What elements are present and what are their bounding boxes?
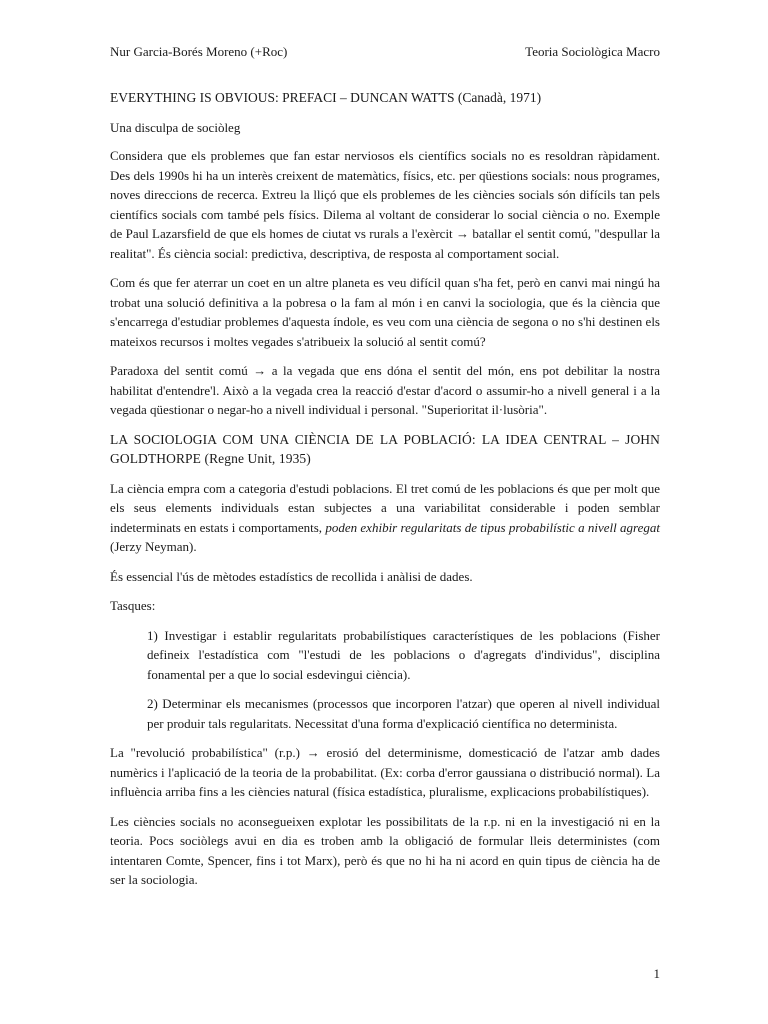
paragraph: Les ciències socials no aconsegueixen explotar les possibilitats de la r.p. ni en la investigació ni en la teoria. Pocs sociòlegs avui en dia es troben amb la obligació de formular lleis deterministes (com intentaren Comte, Spencer, fins i tot Marx), però és que no hi ha ni acord en quin tipus de ciència ha de ser la sociologia. (110, 813, 660, 887)
header-author: Nur Garcia-Borés Moreno (+Roc) (110, 44, 288, 59)
paragraph: Paradoxa del sentit comú → a la vegada que ens dóna el sentit del món, ens pot debilitar la nostra habilitat d'entendre'l. Això a la vegada crea la reacció d'estar d'acord o assumir-ho a nivell general i a la vegada qüestionar o negar-ho a nivell individual i personal. "Superioritat il·lusòria". (110, 363, 660, 417)
paragraph-italic: poden exhibir regularitats de tipus probabilístic a nivell agregat (325, 519, 661, 535)
paragraph-tail: (Jerzy Neyman). (110, 539, 197, 554)
section-subtitle: Una disculpa de sociòleg (110, 119, 241, 135)
document-body (110, 88, 660, 900)
tasques-label: Tasques: (110, 598, 156, 613)
paragraph: La "revolució probabilística" (r.p.) → erosió del determinisme, domesticació de l'atzar amb dades numèrics i l'aplicació de la teoria de la probabilitat. (Ex: corba d'error gaussiana o distribució normal). La influència arriba fins a les ciències natural (física estadística, pluralisme, explicacions probabilístiques). (110, 745, 660, 799)
list-item: 2) Determinar els mecanismes (processos que incorporen l'atzar) que operen al nivell individual per produir tals regularitats. Necessitat d'una forma d'explicació científica no determinista. (147, 696, 660, 731)
paragraph (110, 479, 660, 557)
paragraph: Com és que fer aterrar un coet en un altre planeta es veu difícil quan s'ha fet, però en canvi mai ningú ha trobat una solució definitiva a la pobresa o la fam al món i en canvi la sociologia, que és la ciència que s'encarrega d'estudiar problemes d'aquesta índole, es veu com una ciència de segona o no s'hi destinen els mateixos recursos i moltes vegades s'atribueix la solució al sentit comú? (110, 275, 660, 349)
paragraph: Considera que els problemes que fan estar nerviosos els científics socials no es resoldran ràpidament. Des dels 1990s hi ha un interès creixent de matemàtics, físics, etc. per qüestions socials: nous programes, noves direccions de recerca. Extreu la lliçó que els problemes de les ciències socials són difícils tan pels científics socials com també pels físics. Dilema al voltant de considerar lo social ciència o no. Exemple de Paul Lazarsfield de que els homes de ciutat vs rurals a l'exèrcit → batallar el sentit comú, "despullar la realitat". És ciència social: predictiva, descriptiva, de resposta al comportament social. (110, 148, 660, 261)
page-number: 1 (653, 966, 660, 981)
document-page (110, 0, 660, 1024)
page-header (110, 42, 660, 62)
paragraph: És essencial l'ús de mètodes estadístics de recollida i anàlisi de dades. (110, 568, 473, 584)
section-title-watts: EVERYTHING IS OBVIOUS: PREFACI – DUNCAN WATTS (Canadà, 1971) (110, 90, 542, 105)
paragraph-text: La ciència empra com a categoria d'estudi poblacions. El tret comú de les poblacions és que per molt que els seus elements individuals estan subjectes a una variabilitat considerable i poden semblar indeterminats en estats i comportaments, (110, 480, 660, 535)
header-course: Teoria Sociològica Macro (525, 44, 660, 59)
list-item: 1) Investigar i establir regularitats probabilístiques característiques de les poblacions (Fisher defineix l'estadística com "l'estudi de les poblacions o d'agregats d'individus", disciplina fonamental per a que lo social esdevingui ciència). (147, 627, 660, 682)
section-title-goldthorpe: LA SOCIOLOGIA COM UNA CIÈNCIA DE LA POBLACIÓ: LA IDEA CENTRAL – JOHN GOLDTHORPE (Regne Unit, 1935) (110, 431, 660, 466)
